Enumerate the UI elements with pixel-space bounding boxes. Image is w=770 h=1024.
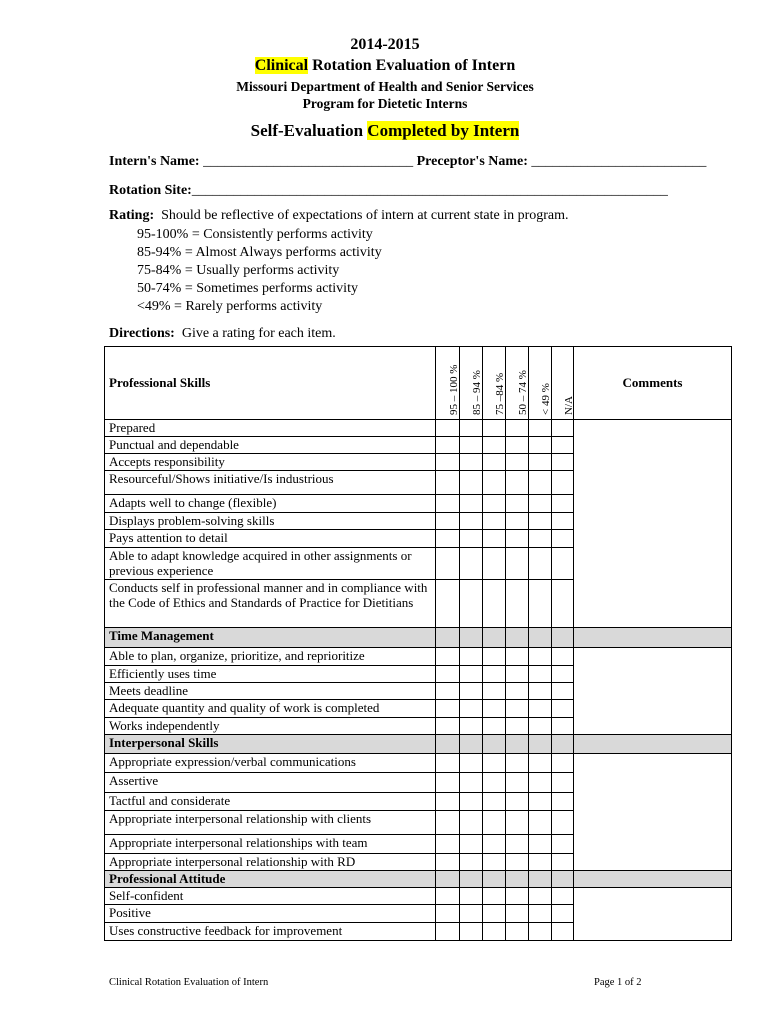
rating-cell-85-94[interactable] [460, 835, 483, 854]
rotation-site-field[interactable]: ____________________________________________________________________ [191, 183, 668, 198]
rating-cell-50-74[interactable] [506, 548, 529, 580]
rating-cell-75-84 [483, 735, 506, 754]
rating-cell-na[interactable] [552, 513, 574, 530]
evaluation-table [104, 346, 732, 941]
rating-cell-below-49[interactable] [529, 437, 552, 454]
rating-cell-85-94[interactable] [460, 530, 483, 548]
rating-cell-below-49[interactable] [529, 773, 552, 793]
rating-cell-85-94[interactable] [460, 700, 483, 718]
rating-cell-50-74[interactable] [506, 754, 529, 773]
rating-cell-95-100 [436, 735, 460, 754]
rating-cell-below-49[interactable] [529, 580, 552, 628]
rating-cell-75-84 [483, 871, 506, 888]
program-name: Program for Dietetic Interns [302, 96, 468, 111]
rating-cell-50-74 [506, 871, 529, 888]
rating-cell-na[interactable] [552, 683, 574, 700]
title-rest: Rotation Evaluation of Intern [308, 57, 516, 74]
page-number: Page 1 of 2 [594, 977, 642, 988]
rating-cell-below-49[interactable] [529, 888, 552, 905]
rating-cell-85-94[interactable] [460, 437, 483, 454]
rating-cell-below-49 [529, 735, 552, 754]
rating-cell-85-94[interactable] [460, 648, 483, 666]
rating-cell-75-84[interactable] [483, 793, 506, 811]
rating-cell-below-49[interactable] [529, 811, 552, 835]
rating-cell-95-100[interactable] [436, 648, 460, 666]
scale-item: <49% = Rarely performs activity [137, 299, 323, 314]
rating-cell-50-74[interactable] [506, 811, 529, 835]
rating-cell-50-74[interactable] [506, 666, 529, 683]
rating-cell-na[interactable] [552, 905, 574, 923]
rating-cell-below-49[interactable] [529, 835, 552, 854]
section-label: Interpersonal Skills [105, 735, 436, 754]
directions-label: Directions: [109, 326, 175, 341]
rating-cell-na[interactable] [552, 754, 574, 773]
rating-cell-75-84[interactable] [483, 666, 506, 683]
rating-cell-50-74[interactable] [506, 718, 529, 735]
rating-cell-below-49[interactable] [529, 548, 552, 580]
title-highlight: Clinical [254, 57, 309, 74]
rating-cell-85-94[interactable] [460, 754, 483, 773]
form-year: 2014-2015 [350, 36, 420, 53]
rating-cell-75-84[interactable] [483, 683, 506, 700]
rotation-site-line [109, 183, 668, 199]
rating-cell-below-49[interactable] [529, 683, 552, 700]
rating-cell-na[interactable] [552, 548, 574, 580]
rating-cell-95-100[interactable] [436, 495, 460, 513]
department-name: Missouri Department of Health and Senior Services [236, 79, 534, 94]
rating-cell-95-100[interactable] [436, 666, 460, 683]
rating-cell-95-100[interactable] [436, 754, 460, 773]
names-line [109, 154, 706, 170]
rotation-site-label: Rotation Site: [109, 183, 192, 198]
rating-cell-75-84[interactable] [483, 905, 506, 923]
rating-cell-75-84[interactable] [483, 420, 506, 437]
rating-cell-85-94[interactable] [460, 495, 483, 513]
rating-label: Rating: [109, 208, 155, 223]
rating-cell-75-84[interactable] [483, 513, 506, 530]
rating-cell-na[interactable] [552, 420, 574, 437]
skill-label: Punctual and dependable [105, 437, 436, 454]
rating-cell-50-74[interactable] [506, 530, 529, 548]
rating-cell-95-100[interactable] [436, 923, 460, 941]
rating-cell-na[interactable] [552, 773, 574, 793]
rating-cell-75-84[interactable] [483, 773, 506, 793]
comments-cell[interactable] [574, 420, 732, 628]
footer-title: Clinical Rotation Evaluation of Intern [109, 977, 269, 988]
rating-cell-na [552, 628, 574, 648]
skill-label: Appropriate expression/verbal communications [105, 754, 436, 773]
rating-cell-na[interactable] [552, 854, 574, 871]
rating-cell-75-84[interactable] [483, 530, 506, 548]
rating-cell-85-94[interactable] [460, 811, 483, 835]
rating-cell-50-74 [506, 735, 529, 754]
scale-item: 75-84% = Usually performs activity [137, 263, 340, 278]
rating-cell-below-49[interactable] [529, 420, 552, 437]
rating-cell-85-94[interactable] [460, 420, 483, 437]
rating-cell-na[interactable] [552, 811, 574, 835]
skill-label: Assertive [105, 773, 436, 793]
skill-label: Adequate quantity and quality of work is completed [105, 700, 436, 718]
rating-cell-na[interactable] [552, 793, 574, 811]
scale-item: 85-94% = Almost Always performs activity [137, 245, 382, 260]
table-row [105, 888, 732, 905]
skill-label: Resourceful/Shows initiative/Is industrious [105, 471, 436, 495]
rating-cell-85-94[interactable] [460, 923, 483, 941]
rating-cell-95-100[interactable] [436, 905, 460, 923]
rating-cell-50-74[interactable] [506, 888, 529, 905]
rating-cell-95-100[interactable] [436, 793, 460, 811]
rating-text: Should be reflective of expectations of intern at current state in program. [154, 208, 569, 223]
rating-cell-75-84[interactable] [483, 495, 506, 513]
rating-cell-95-100[interactable] [436, 471, 460, 495]
section-header-row [105, 871, 732, 888]
rating-cell-50-74[interactable] [506, 580, 529, 628]
table-row [105, 648, 732, 666]
rating-cell-below-49 [529, 628, 552, 648]
rating-cell-85-94[interactable] [460, 718, 483, 735]
rating-cell-75-84[interactable] [483, 888, 506, 905]
rating-cell-85-94 [460, 628, 483, 648]
skill-label: Conducts self in professional manner and in compliance with the Code of Ethics and Standards of Practice for Dietitians [105, 580, 436, 628]
rating-cell-50-74[interactable] [506, 773, 529, 793]
rating-cell-below-49[interactable] [529, 495, 552, 513]
rating-cell-below-49[interactable] [529, 454, 552, 471]
rating-cell-75-84[interactable] [483, 471, 506, 495]
form-subtitle [0, 121, 770, 141]
table-header-row [105, 347, 732, 420]
form-title [0, 57, 770, 75]
rating-cell-75-84[interactable] [483, 718, 506, 735]
skill-label: Efficiently uses time [105, 666, 436, 683]
comments-cell[interactable] [574, 754, 732, 871]
table-row [105, 754, 732, 773]
scale-item: 95-100% = Consistently performs activity [137, 227, 373, 242]
rating-cell-95-100[interactable] [436, 437, 460, 454]
rating-cell-75-84[interactable] [483, 835, 506, 854]
rating-cell-na[interactable] [552, 700, 574, 718]
rating-cell-na[interactable] [552, 923, 574, 941]
rating-cell-95-100[interactable] [436, 513, 460, 530]
rating-cell-95-100[interactable] [436, 718, 460, 735]
rating-cell-95-100[interactable] [436, 548, 460, 580]
rating-cell-na[interactable] [552, 718, 574, 735]
rating-cell-75-84[interactable] [483, 580, 506, 628]
rating-cell-50-74[interactable] [506, 437, 529, 454]
skill-label: Prepared [105, 420, 436, 437]
rating-cell-75-84[interactable] [483, 454, 506, 471]
rating-header-50-74: 50 – 74 % [506, 347, 529, 420]
rating-header-85-94: 85 – 94 % [460, 347, 483, 420]
skill-label: Positive [105, 905, 436, 923]
directions-text: Give a rating for each item. [174, 326, 336, 341]
rating-cell-85-94[interactable] [460, 683, 483, 700]
table-row [105, 420, 732, 437]
skill-label: Displays problem-solving skills [105, 513, 436, 530]
rating-cell-95-100[interactable] [436, 888, 460, 905]
skill-label: Pays attention to detail [105, 530, 436, 548]
rating-cell-75-84[interactable] [483, 437, 506, 454]
rating-cell-50-74[interactable] [506, 793, 529, 811]
rating-cell-75-84[interactable] [483, 923, 506, 941]
rating-cell-50-74[interactable] [506, 683, 529, 700]
rating-cell-na[interactable] [552, 888, 574, 905]
rating-cell-below-49[interactable] [529, 530, 552, 548]
rating-cell-85-94[interactable] [460, 513, 483, 530]
rating-cell-50-74[interactable] [506, 513, 529, 530]
rating-instructions [109, 208, 569, 224]
skill-label: Appropriate interpersonal relationship with RD [105, 854, 436, 871]
rating-header-below-49: < 49 % [529, 347, 552, 420]
rating-cell-na[interactable] [552, 454, 574, 471]
skill-label: Tactful and considerate [105, 793, 436, 811]
rating-cell-85-94 [460, 871, 483, 888]
rating-cell-95-100[interactable] [436, 580, 460, 628]
rating-cell-75-84[interactable] [483, 548, 506, 580]
rating-cell-50-74[interactable] [506, 495, 529, 513]
rating-cell-na[interactable] [552, 648, 574, 666]
rating-cell-below-49[interactable] [529, 513, 552, 530]
subtitle-plain: Self-Evaluation [250, 121, 368, 140]
rating-cell-na[interactable] [552, 471, 574, 495]
rating-cell-75-84 [483, 628, 506, 648]
comments-header: Comments [574, 347, 732, 420]
skill-label: Self-confident [105, 888, 436, 905]
intern-name-field[interactable]: ______________________________ [199, 154, 417, 169]
rating-cell-na [552, 735, 574, 754]
rating-cell-below-49 [529, 871, 552, 888]
section-comments-cell [574, 735, 732, 754]
rating-header-na: N/A [552, 347, 574, 420]
skill-label: Appropriate interpersonal relationship with clients [105, 811, 436, 835]
section-comments-cell [574, 628, 732, 648]
rating-cell-95-100[interactable] [436, 420, 460, 437]
directions-line [109, 326, 336, 342]
rating-cell-95-100 [436, 628, 460, 648]
subtitle-highlight: Completed by Intern [367, 121, 520, 140]
skill-label: Accepts responsibility [105, 454, 436, 471]
rating-cell-50-74[interactable] [506, 854, 529, 871]
skill-label: Able to plan, organize, prioritize, and reprioritize [105, 648, 436, 666]
rating-scale [137, 226, 382, 316]
rating-cell-50-74[interactable] [506, 454, 529, 471]
rating-cell-85-94[interactable] [460, 666, 483, 683]
rating-cell-95-100[interactable] [436, 454, 460, 471]
skill-label: Able to adapt knowledge acquired in other assignments or previous experience [105, 548, 436, 580]
rating-cell-na[interactable] [552, 835, 574, 854]
rating-cell-75-84[interactable] [483, 811, 506, 835]
rating-cell-below-49[interactable] [529, 718, 552, 735]
skill-label: Meets deadline [105, 683, 436, 700]
rating-cell-50-74 [506, 628, 529, 648]
rating-cell-below-49[interactable] [529, 923, 552, 941]
section-label: Time Management [105, 628, 436, 648]
rating-header-95-100: 95 – 100 % [436, 347, 460, 420]
section-header-row [105, 735, 732, 754]
rating-cell-50-74[interactable] [506, 905, 529, 923]
rating-cell-below-49[interactable] [529, 666, 552, 683]
rating-cell-75-84[interactable] [483, 700, 506, 718]
comments-cell[interactable] [574, 888, 732, 941]
professional-skills-header: Professional Skills [105, 347, 436, 420]
rating-cell-below-49[interactable] [529, 793, 552, 811]
rating-cell-75-84[interactable] [483, 648, 506, 666]
rating-cell-85-94[interactable] [460, 471, 483, 495]
rating-cell-95-100[interactable] [436, 811, 460, 835]
rating-cell-na[interactable] [552, 437, 574, 454]
rating-cell-below-49[interactable] [529, 905, 552, 923]
rating-cell-na[interactable] [552, 495, 574, 513]
skill-label: Adapts well to change (flexible) [105, 495, 436, 513]
rating-cell-85-94[interactable] [460, 905, 483, 923]
rating-cell-85-94 [460, 735, 483, 754]
rating-cell-95-100 [436, 871, 460, 888]
rating-cell-na[interactable] [552, 580, 574, 628]
rating-header-75-84: 75 –84 % [483, 347, 506, 420]
rating-cell-below-49[interactable] [529, 648, 552, 666]
rating-cell-95-100[interactable] [436, 683, 460, 700]
rating-cell-95-100[interactable] [436, 700, 460, 718]
skill-label: Uses constructive feedback for improvement [105, 923, 436, 941]
rating-cell-85-94[interactable] [460, 854, 483, 871]
rating-cell-95-100[interactable] [436, 854, 460, 871]
rating-cell-na[interactable] [552, 530, 574, 548]
rating-cell-85-94[interactable] [460, 793, 483, 811]
rating-cell-50-74[interactable] [506, 923, 529, 941]
preceptor-name-field[interactable]: _________________________ [527, 154, 707, 169]
rating-cell-below-49[interactable] [529, 471, 552, 495]
skill-label: Appropriate interpersonal relationships with team [105, 835, 436, 854]
rating-cell-95-100[interactable] [436, 530, 460, 548]
rating-cell-na [552, 871, 574, 888]
rating-cell-85-94[interactable] [460, 888, 483, 905]
rating-cell-below-49[interactable] [529, 700, 552, 718]
section-header-row [105, 628, 732, 648]
comments-cell[interactable] [574, 648, 732, 735]
rating-cell-na[interactable] [552, 666, 574, 683]
rating-cell-85-94[interactable] [460, 454, 483, 471]
rating-cell-50-74[interactable] [506, 471, 529, 495]
preceptor-name-label: Preceptor's Name: [416, 154, 528, 169]
rating-cell-50-74[interactable] [506, 648, 529, 666]
rating-cell-95-100[interactable] [436, 835, 460, 854]
rating-cell-85-94[interactable] [460, 773, 483, 793]
rating-cell-below-49[interactable] [529, 854, 552, 871]
rating-cell-50-74[interactable] [506, 420, 529, 437]
rating-cell-50-74[interactable] [506, 700, 529, 718]
rating-cell-85-94[interactable] [460, 580, 483, 628]
section-comments-cell [574, 871, 732, 888]
rating-cell-50-74[interactable] [506, 835, 529, 854]
scale-item: 50-74% = Sometimes performs activity [137, 281, 358, 296]
rating-cell-95-100[interactable] [436, 773, 460, 793]
section-label: Professional Attitude [105, 871, 436, 888]
skill-label: Works independently [105, 718, 436, 735]
rating-cell-below-49[interactable] [529, 754, 552, 773]
rating-cell-75-84[interactable] [483, 754, 506, 773]
rating-cell-75-84[interactable] [483, 854, 506, 871]
intern-name-label: Intern's Name: [109, 154, 200, 169]
rating-cell-85-94[interactable] [460, 548, 483, 580]
